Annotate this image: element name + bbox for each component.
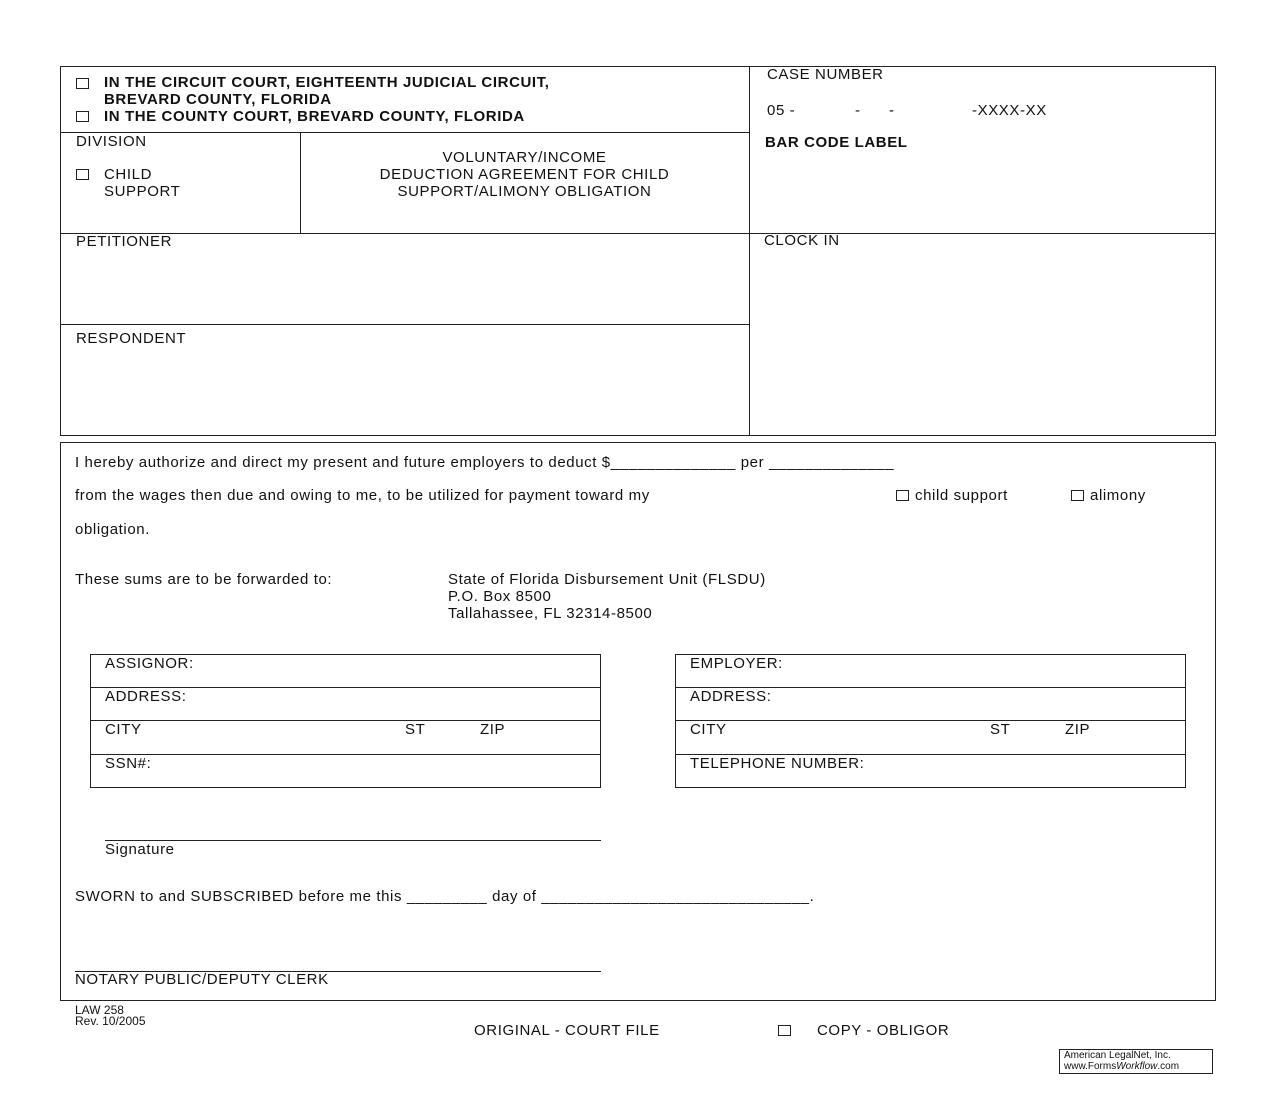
court-row-divider xyxy=(60,132,749,133)
title-row-divider xyxy=(60,233,1216,234)
form-title-line1: VOLUNTARY/INCOME xyxy=(442,149,607,166)
case-number-label: CASE NUMBER xyxy=(767,66,884,83)
employer-state-label: ST xyxy=(990,721,1011,738)
copy-obligor-checkbox[interactable] xyxy=(778,1025,791,1036)
authorization-line3: obligation. xyxy=(75,521,150,538)
vendor-website xyxy=(1064,1061,1179,1072)
forward-label: These sums are to be forwarded to: xyxy=(75,571,333,588)
circuit-court-label-line1: IN THE CIRCUIT COURT, EIGHTEENTH JUDICIAL CIRCUIT, xyxy=(104,74,550,91)
authorization-line2: from the wages then due and owing to me, to be utilized for payment toward my xyxy=(75,487,650,504)
child-support-checkbox[interactable] xyxy=(896,490,909,501)
forward-address-line3: Tallahassee, FL 32314-8500 xyxy=(448,605,653,622)
assignor-row-divider xyxy=(90,754,601,755)
assignor-state-label: ST xyxy=(405,721,426,738)
petitioner-label: PETITIONER xyxy=(76,233,173,250)
vendor-website-prefix: www.Forms xyxy=(1064,1061,1117,1072)
child-support-division-label-line2: SUPPORT xyxy=(104,183,181,200)
vendor-name: American LegalNet, Inc. xyxy=(1064,1050,1171,1061)
authorization-line1: I hereby authorize and direct my present and future employers to deduct $______________ per ______________ xyxy=(75,454,895,471)
employer-phone-label: TELEPHONE NUMBER: xyxy=(690,755,865,772)
employer-address-label: ADDRESS: xyxy=(690,688,772,705)
employer-zip-label: ZIP xyxy=(1065,721,1091,738)
forward-address-line2: P.O. Box 8500 xyxy=(448,588,552,605)
case-number-suffix: -XXXX-XX xyxy=(972,102,1047,119)
child-support-option-label: child support xyxy=(915,487,1008,504)
forward-address-line1: State of Florida Disbursement Unit (FLSDU) xyxy=(448,571,766,588)
caption-vertical-divider xyxy=(749,66,750,436)
copy-obligor-label: COPY - OBLIGOR xyxy=(817,1022,950,1039)
employer-row-divider xyxy=(675,720,1186,721)
employer-name-label: EMPLOYER: xyxy=(690,655,783,672)
assignor-zip-label: ZIP xyxy=(480,721,506,738)
assignor-name-label: ASSIGNOR: xyxy=(105,655,194,672)
signature-line xyxy=(105,840,601,841)
county-court-checkbox[interactable] xyxy=(76,111,89,122)
division-label: DIVISION xyxy=(76,133,147,150)
notary-label: NOTARY PUBLIC/DEPUTY CLERK xyxy=(75,971,329,988)
child-support-division-checkbox[interactable] xyxy=(76,169,89,180)
case-number-dash: - xyxy=(855,102,860,119)
alimony-option-label: alimony xyxy=(1090,487,1146,504)
original-court-file-label: ORIGINAL - COURT FILE xyxy=(474,1022,660,1039)
circuit-court-checkbox[interactable] xyxy=(76,78,89,89)
bar-code-label: BAR CODE LABEL xyxy=(765,134,908,151)
form-revision: Rev. 10/2005 xyxy=(75,1014,146,1028)
petitioner-divider xyxy=(60,324,749,325)
assignor-ssn-label: SSN#: xyxy=(105,755,152,772)
form-number: LAW 258 xyxy=(75,1003,124,1017)
assignor-city-label: CITY xyxy=(105,721,142,738)
signature-label: Signature xyxy=(105,841,175,858)
alimony-checkbox[interactable] xyxy=(1071,490,1084,501)
child-support-division-label-line1: CHILD xyxy=(104,166,153,183)
assignor-row-divider xyxy=(90,720,601,721)
assignor-address-label: ADDRESS: xyxy=(105,688,187,705)
case-number-dash: - xyxy=(889,102,894,119)
case-number-prefix: 05 - xyxy=(767,102,796,119)
clock-in-label: CLOCK IN xyxy=(764,232,840,249)
employer-city-label: CITY xyxy=(690,721,727,738)
sworn-statement: SWORN to and SUBSCRIBED before me this _________ day of ______________________________. xyxy=(75,888,815,905)
vendor-website-italic: Workflow xyxy=(1116,1061,1158,1072)
vendor-website-suffix: .com xyxy=(1157,1061,1180,1072)
county-court-label: IN THE COUNTY COURT, BREVARD COUNTY, FLORIDA xyxy=(104,108,525,125)
circuit-court-label-line2: BREVARD COUNTY, FLORIDA xyxy=(104,91,332,108)
respondent-label: RESPONDENT xyxy=(76,330,187,347)
form-title-line2: DEDUCTION AGREEMENT FOR CHILD xyxy=(379,166,670,183)
form-title-line3: SUPPORT/ALIMONY OBLIGATION xyxy=(397,183,652,200)
assignor-table xyxy=(90,654,601,788)
